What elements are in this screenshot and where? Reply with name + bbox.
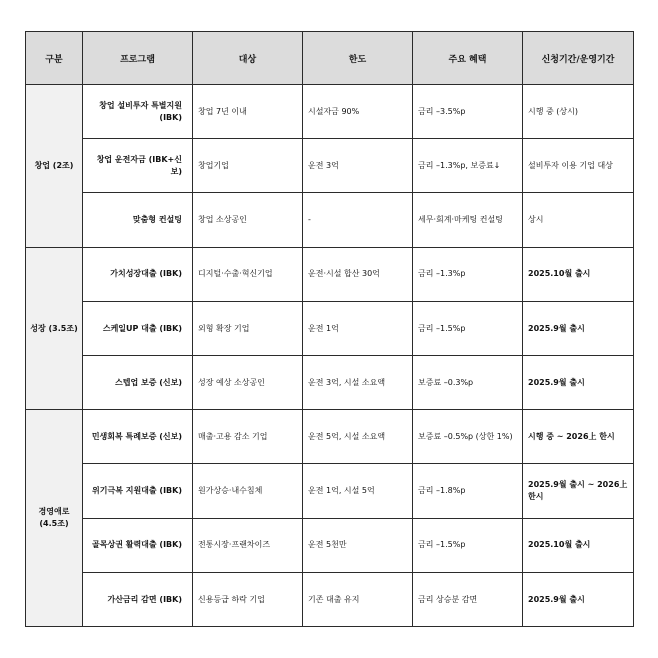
period-cell: 상시 [523, 193, 634, 247]
program-cell: 스케일UP 대출 (IBK) [83, 301, 193, 355]
period-cell: 시행 중 ~ 2026上 한시 [523, 410, 634, 464]
benefit-cell: 금리 –1.5%p [413, 518, 523, 572]
program-cell: 스텝업 보증 (신보) [83, 355, 193, 409]
program-cell: 창업 운전자금 (IBK+신보) [83, 139, 193, 193]
table-row [26, 301, 634, 355]
table-row [26, 464, 634, 518]
table-row [26, 410, 634, 464]
table-row [26, 139, 634, 193]
category-cell: 경영애로 (4.5조) [26, 410, 83, 627]
target-cell: 매출·고용 감소 기업 [193, 410, 303, 464]
program-cell: 골목상권 활력대출 (IBK) [83, 518, 193, 572]
period-cell: 2025.9월 출시 [523, 301, 634, 355]
program-cell: 민생회복 특례보증 (신보) [83, 410, 193, 464]
benefit-cell: 금리 상승분 감면 [413, 572, 523, 626]
table-row [26, 518, 634, 572]
target-cell: 디지털·수출·혁신기업 [193, 247, 303, 301]
limit-cell: 운전·시설 합산 30억 [303, 247, 413, 301]
table-row [26, 355, 634, 409]
header-category: 구분 [26, 32, 83, 85]
target-cell: 창업 소상공인 [193, 193, 303, 247]
header-benefit: 주요 혜택 [413, 32, 523, 85]
benefit-cell: 세무·회계·마케팅 컨설팅 [413, 193, 523, 247]
benefit-cell: 금리 –1.3%p, 보증료↓ [413, 139, 523, 193]
benefit-cell: 금리 –3.5%p [413, 85, 523, 139]
limit-cell: 시설자금 90% [303, 85, 413, 139]
period-cell: 2025.10월 출시 [523, 247, 634, 301]
target-cell: 신용등급 하락 기업 [193, 572, 303, 626]
category-cell: 창업 (2조) [26, 85, 83, 248]
table-row [26, 193, 634, 247]
table-row [26, 572, 634, 626]
category-cell: 성장 (3.5조) [26, 247, 83, 410]
program-cell: 창업 설비투자 특별지원 (IBK) [83, 85, 193, 139]
limit-cell: 운전 3억, 시설 소요액 [303, 355, 413, 409]
target-cell: 창업기업 [193, 139, 303, 193]
header-program: 프로그램 [83, 32, 193, 85]
period-cell: 설비투자 이용 기업 대상 [523, 139, 634, 193]
benefit-cell: 보증료 –0.5%p (상한 1%) [413, 410, 523, 464]
header-limit: 한도 [303, 32, 413, 85]
table-row [26, 247, 634, 301]
limit-cell: 운전 5천만 [303, 518, 413, 572]
period-cell: 2025.9월 출시 [523, 572, 634, 626]
limit-cell: 운전 5억, 시설 소요액 [303, 410, 413, 464]
table-row [26, 85, 634, 139]
program-cell: 맞춤형 컨설팅 [83, 193, 193, 247]
limit-cell: 운전 3억 [303, 139, 413, 193]
period-cell: 2025.10월 출시 [523, 518, 634, 572]
limit-cell: - [303, 193, 413, 247]
table-body [26, 85, 634, 627]
period-cell: 시행 중 (상시) [523, 85, 634, 139]
benefit-cell: 금리 –1.8%p [413, 464, 523, 518]
program-cell: 가산금리 감면 (IBK) [83, 572, 193, 626]
header-period: 신청기간/운영기간 [523, 32, 634, 85]
target-cell: 창업 7년 이내 [193, 85, 303, 139]
program-cell: 가치성장대출 (IBK) [83, 247, 193, 301]
header-row [26, 32, 634, 85]
benefit-cell: 금리 –1.3%p [413, 247, 523, 301]
period-cell: 2025.9월 출시 [523, 355, 634, 409]
target-cell: 원가상승·내수침체 [193, 464, 303, 518]
target-cell: 성장 예상 소상공인 [193, 355, 303, 409]
benefit-cell: 보증료 –0.3%p [413, 355, 523, 409]
program-cell: 위기극복 지원대출 (IBK) [83, 464, 193, 518]
benefit-cell: 금리 –1.5%p [413, 301, 523, 355]
program-table [25, 31, 634, 627]
limit-cell: 운전 1억 [303, 301, 413, 355]
limit-cell: 기존 대출 유지 [303, 572, 413, 626]
limit-cell: 운전 1억, 시설 5억 [303, 464, 413, 518]
header-target: 대상 [193, 32, 303, 85]
target-cell: 외형 확장 기업 [193, 301, 303, 355]
target-cell: 전통시장·프랜차이즈 [193, 518, 303, 572]
period-cell: 2025.9월 출시 ~ 2026上 한시 [523, 464, 634, 518]
